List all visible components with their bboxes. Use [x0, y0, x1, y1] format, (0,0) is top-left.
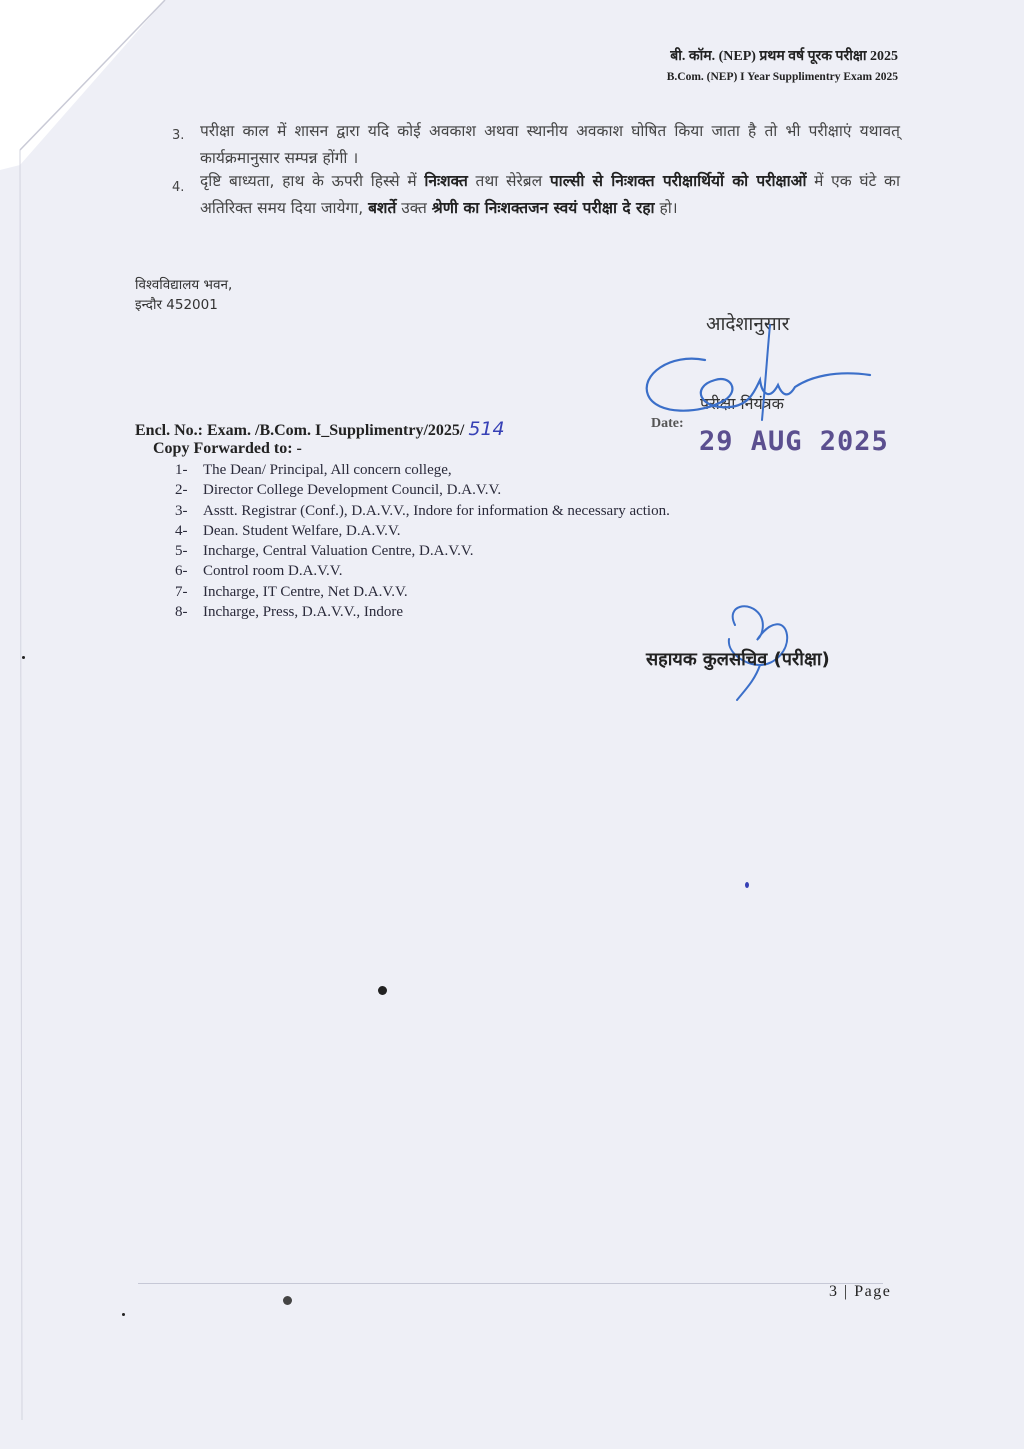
ink-speck: [745, 882, 749, 888]
list-item-text: Incharge, Press, D.A.V.V., Indore: [203, 604, 403, 621]
enclosure-label: Encl. No.: Exam. /B.Com. I_Supplimentry/2025/: [135, 422, 469, 439]
copy-forwarded-heading: Copy Forwarded to: -: [153, 440, 302, 457]
instruction-4-emphasis: बशर्ते: [368, 199, 397, 217]
copy-forwarded-list: [175, 460, 670, 622]
page-number: 3 | Page: [829, 1283, 892, 1300]
list-item-number: 3-: [175, 502, 188, 519]
list-item: [175, 460, 670, 480]
instruction-4: [200, 168, 900, 222]
list-item: [175, 541, 670, 561]
handwritten-dispatch-number: 514: [468, 418, 505, 440]
instruction-4-part: में एक घंटे का अतिरिक्त समय दिया जायेगा,: [200, 172, 900, 217]
list-item-text: Asstt. Registrar (Conf.), D.A.V.V., Indore for information & necessary action.: [203, 502, 670, 519]
list-item-number: 1-: [175, 462, 188, 478]
instruction-4-part: उक्त: [396, 199, 432, 217]
ink-speck: [22, 656, 25, 659]
university-address: [135, 275, 232, 315]
list-item-number: 5-: [175, 543, 188, 560]
instruction-4-emphasis: निःशक्त: [424, 172, 468, 190]
list-item: [175, 602, 670, 622]
footer-divider: [138, 1283, 883, 1284]
instruction-3: परीक्षा काल में शासन द्वारा यदि कोई अवकाश अथवा स्थानीय अवकाश घोषित किया जाता है तो भी परीक्षाएं यथावत् कार्यक्रमानुसार सम्पन्न होंगी ।: [200, 122, 900, 167]
ink-speck: [283, 1296, 292, 1305]
enclosure-number: [135, 418, 505, 440]
instruction-number: 3.: [172, 128, 185, 143]
ink-speck: [378, 986, 387, 995]
address-line-1: विश्वविद्यालय भवन,: [135, 277, 233, 293]
instruction-4-emphasis: श्रेणी का निःशक्तजन स्वयं परीक्षा दे रहा: [431, 199, 655, 217]
instruction-4-part: हो।: [654, 199, 678, 217]
exam-controller-title: परीक्षा नियंत्रक: [700, 394, 784, 413]
address-line-2: इन्दौर 452001: [135, 297, 218, 313]
instruction-4-part: दृष्टि बाध्यता, हाथ के ऊपरी हिस्से में: [200, 172, 425, 190]
instruction-number: 4.: [172, 180, 185, 195]
instruction-4-part: तथा सेरेब्रल: [467, 172, 550, 190]
list-item-number: 6-: [175, 563, 188, 580]
list-item: [175, 521, 670, 541]
header-title-hindi: बी. कॉम. (NEP) प्रथम वर्ष पूरक परीक्षा 2025: [670, 49, 898, 64]
list-item-text: The Dean/ Principal, All concern college,: [203, 462, 452, 478]
list-item: [175, 480, 670, 500]
list-item-text: Dean. Student Welfare, D.A.V.V.: [203, 522, 401, 539]
ink-speck: [122, 1313, 125, 1316]
by-order-text: आदेशानुसार: [706, 313, 790, 335]
list-item-number: 4-: [175, 522, 188, 539]
list-item: [175, 501, 670, 521]
list-item-text: Incharge, Central Valuation Centre, D.A.V.V.: [203, 543, 474, 560]
list-item-number: 2-: [175, 482, 188, 499]
header-title-english: B.Com. (NEP) I Year Supplimentry Exam 2025: [666, 71, 898, 83]
instruction-4-emphasis: पाल्सी से निःशक्त परीक्षार्थियों को परीक्षाओं: [549, 172, 807, 190]
list-item: [175, 582, 670, 602]
list-item-text: Control room D.A.V.V.: [203, 563, 343, 580]
date-stamp: 29 AUG 2025: [699, 426, 889, 457]
list-item-number: 8-: [175, 604, 188, 621]
list-item-text: Director College Development Council, D.A.V.V.: [203, 482, 502, 499]
list-item-text: Incharge, IT Centre, Net D.A.V.V.: [203, 583, 408, 600]
assistant-registrar-title: सहायक कुलसचिव (परीक्षा): [646, 649, 830, 670]
list-item-number: 7-: [175, 583, 188, 600]
list-item: [175, 561, 670, 581]
date-label: Date:: [651, 416, 684, 431]
